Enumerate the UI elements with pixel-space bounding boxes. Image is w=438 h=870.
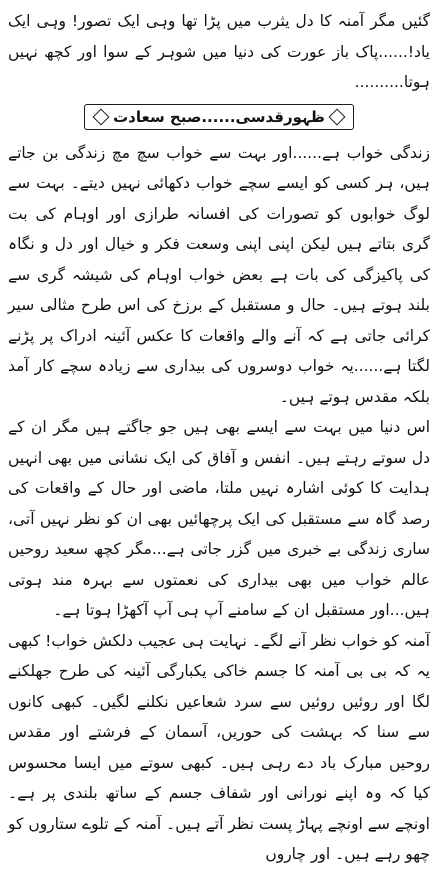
diamond-ornament-icon: [93, 108, 110, 125]
diamond-ornament-icon: [328, 108, 345, 125]
section-heading: [84, 104, 354, 130]
section-heading-text: ظہورقدسی......صبح سعادت: [113, 107, 325, 126]
body-paragraph: اس دنیا میں بہت سے ایسے بھی ہیں جو جاگتے ہیں مگر ان کے دل سوتے رہتے ہیں۔ انفس و آفاق کی ایک نشانی میں بھی انہیں ہدایت کا کوئی اشارہ نہیں ملتا، ماضی اور حال کے واقعات کی رصد گاہ سے مستقبل کی ایک پرچھائیں بھی ان کو نظر نہیں آتی، ساری زندگی بے خبری میں گزر جاتی ہے...مگر کچھ سعید روحیں عالم خواب میں بھی بیداری کی نعمتوں سے بہرہ مند ہوتی ہیں...اور مستقبل ان کے سامنے آپ ہی آپ آکھڑا ہوتا ہے۔: [8, 418, 430, 619]
intro-paragraph: گئیں مگر آمنہ کا دل یثرب میں پڑا تھا وہی ایک تصور! وہی ایک یاد!......پاک باز عورت کی دنیا میں شوہر کے سوا اور کچھ نہیں ہوتا..........: [8, 12, 430, 91]
body-paragraph: آمنہ کو خواب نظر آنے لگے۔ نہایت ہی عجیب دلکش خواب! کبھی یہ کہ بی بی آمنہ کا جسم خاکی یکبارگی آئینہ کی طرح جھلکنے لگا اور روئیں روئیں سے سرد شعاعیں نکلنے لگیں۔ کبھی کانوں سے سنا کہ بہشت کی حوریں، آسمان کے فرشتے اور مقدس روحیں مبارک باد دے رہی ہیں۔ کبھی سوتے میں ایسا محسوس کیا کہ وہ اپنے نورانی اور شفاف جسم کے ساتھ بلندی پر ہے۔ اونچے سے اونچے پہاڑ پست نظر آتے ہیں۔ آمنہ کے تلوے ستاروں کو چھو رہے ہیں۔ اور چاروں: [8, 631, 430, 863]
body-paragraph: زندگی خواب ہے......اور بہت سے خواب سچ مچ زندگی بن جاتے ہیں، ہر کسی کو ایسے سچے خواب دکھائی نہیں دیتے۔ بہت سے لوگ خوابوں کو تصورات کی افسانہ طرازی اور اوہام کی بت گری بتاتے ہیں لیکن اپنی اپنی وسعت فکر و خیال اور دل و نگاہ کی پاکیزگی کی بات ہے بعض خواب اوہام کی شیشہ گری سے بلند ہوتے ہیں۔ حال و مستقبل کے برزخ کی اس طرح مثالی سیر کرائی جاتی ہے کہ آنے والے واقعات کا عکس آئینہ ادراک پر پڑنے لگتا ہے......یہ خواب دوسروں کی بیداری سے زیادہ سچے کار آمد بلکہ مقدس ہوتے ہیں۔: [8, 143, 430, 406]
section-heading-wrap: [8, 102, 430, 132]
